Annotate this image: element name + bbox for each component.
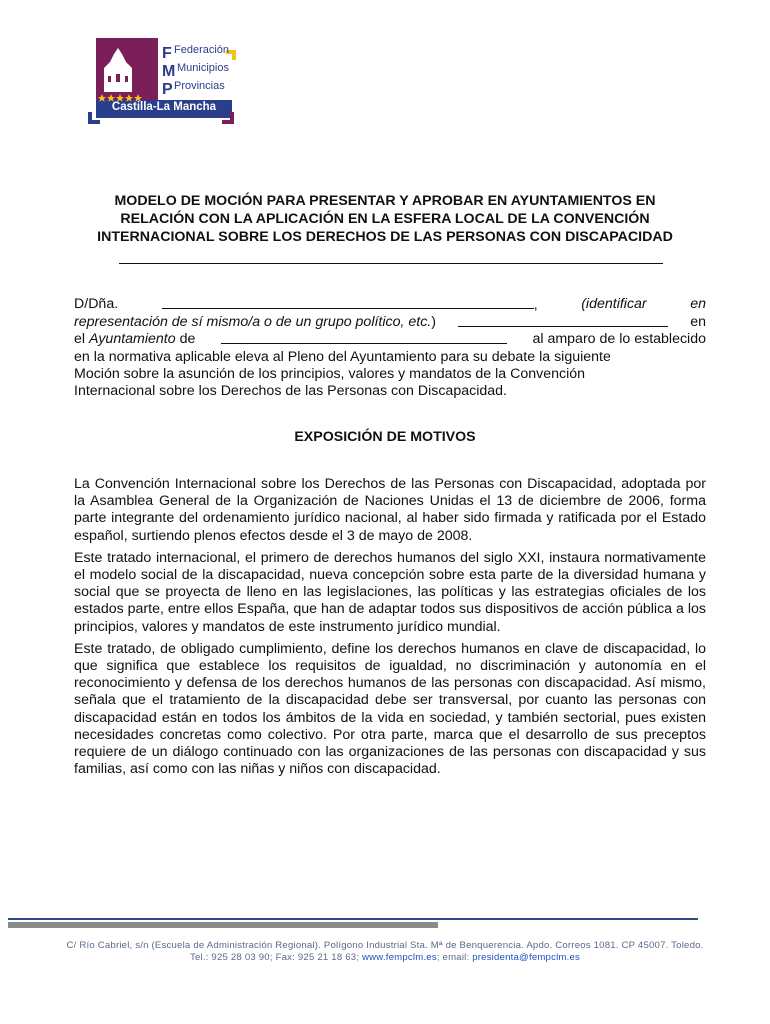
intro-dna-label: D/Dña. xyxy=(74,296,119,312)
footer-contact: Tel.: 925 28 03 90; Fax: 925 21 18 63; www.fempclm.es; email: presidenta@fempclm.es xyxy=(189,952,581,963)
intro-block xyxy=(74,296,706,400)
intro-line-5: Moción sobre la asunción de los principios, valores y mandatos de la Convención xyxy=(74,365,586,382)
svg-text:M: M xyxy=(162,63,176,80)
logo-region: Castilla-La Mancha xyxy=(111,101,217,113)
footer-divider xyxy=(8,918,698,926)
footer-address: C/ Río Cabriel, s/n (Escuela de Administración Regional). Polígono Industrial Sta. Mª de Benquerencia. Apdo. Correos 1081. CP 45007. Toledo. xyxy=(66,940,704,951)
name-blank-field[interactable] xyxy=(162,296,534,309)
section-heading: EXPOSICIÓN DE MOTIVOS xyxy=(294,429,476,445)
intro-line-4: en la normativa aplicable eleva al Pleno del Ayuntamiento para su debate la siguiente xyxy=(74,348,611,365)
logo-line-provincias: Provincias xyxy=(174,80,225,92)
intro-line-6: Internacional sobre los Derechos de las Personas con Discapacidad. xyxy=(74,383,507,400)
intro-line-2: representación de sí mismo/a o de un grupo político, etc.) en xyxy=(74,314,706,331)
logo-line-municipios: Municipios xyxy=(177,62,229,74)
website-link[interactable]: www.fempclm.es xyxy=(362,952,437,963)
logo-line-federacion: Federación xyxy=(174,44,230,56)
document-title xyxy=(70,192,700,246)
title-line-1: MODELO DE MOCIÓN PARA PRESENTAR Y APROBAR EN AYUNTAMIENTOS EN xyxy=(114,193,656,209)
fempclm-logo xyxy=(86,34,242,126)
title-line-2: RELACIÓN CON LA APLICACIÓN EN LA ESFERA LOCAL DE LA CONVENCIÓN xyxy=(120,211,650,227)
email-link[interactable]: presidenta@fempclm.es xyxy=(472,952,581,963)
paragraph-3: Este tratado, de obligado cumplimiento, define los derechos humanos en clave de discapacidad, lo que significa que establece los requisitos de igualdad, no discriminación y autonomía en el reconocimiento y defensa de los derechos humanos de las personas con discapacidad. Así mismo, señala que el tratamiento de la discapacidad debe ser transversal, por cuanto las personas con discapacidad están en todos los ámbitos de la vida en sociedad, y también sectorial, pues existen necesidades concretas como colectivo. Por otra parte, marca que el desarrollo de sus preceptos requiere de un diálogo continuado con las organizaciones de las personas con discapacidad y sus familias, así como con las niñas y niños con discapacidad. xyxy=(74,640,706,778)
ayuntamiento-blank-field[interactable] xyxy=(221,331,507,344)
intro-line-1: D/Dña. , (identificar en xyxy=(74,296,706,313)
paragraph-1: La Convención Internacional sobre los Derechos de las Personas con Discapacidad, adoptada por la Asamblea General de la Organización de Naciones Unidas el 13 de diciembre de 2006, forma parte integrante del ordenamiento jurídico nacional, al haber sido firmada y ratificada por el Estado español, surtiendo plenos efectos desde el 3 de mayo de 2008. xyxy=(74,476,706,544)
motivos-body xyxy=(74,476,706,783)
group-blank-field[interactable] xyxy=(458,314,668,327)
svg-text:P: P xyxy=(162,81,173,98)
title-line-3: INTERNACIONAL SOBRE LOS DERECHOS DE LAS PERSONAS CON DISCAPACIDAD xyxy=(97,229,673,245)
svg-text:F: F xyxy=(162,45,172,62)
title-divider xyxy=(119,263,663,264)
intro-line-3: el Ayuntamiento de al amparo de lo establecido xyxy=(74,331,706,348)
paragraph-2: Este tratado internacional, el primero de derechos humanos del siglo XXI, instaura normativamente el modelo social de la discapacidad, nueva concepción sobre esta parte de la diversidad humana y social que se proyecta de lleno en las legislaciones, las políticas y las estrategias oficiales de los estados parte, entre ellos España, que han de adaptar todos sus dispositivos de acción pública a los principios, valores y mandatos de este instrumento jurídico mundial. xyxy=(74,549,706,635)
